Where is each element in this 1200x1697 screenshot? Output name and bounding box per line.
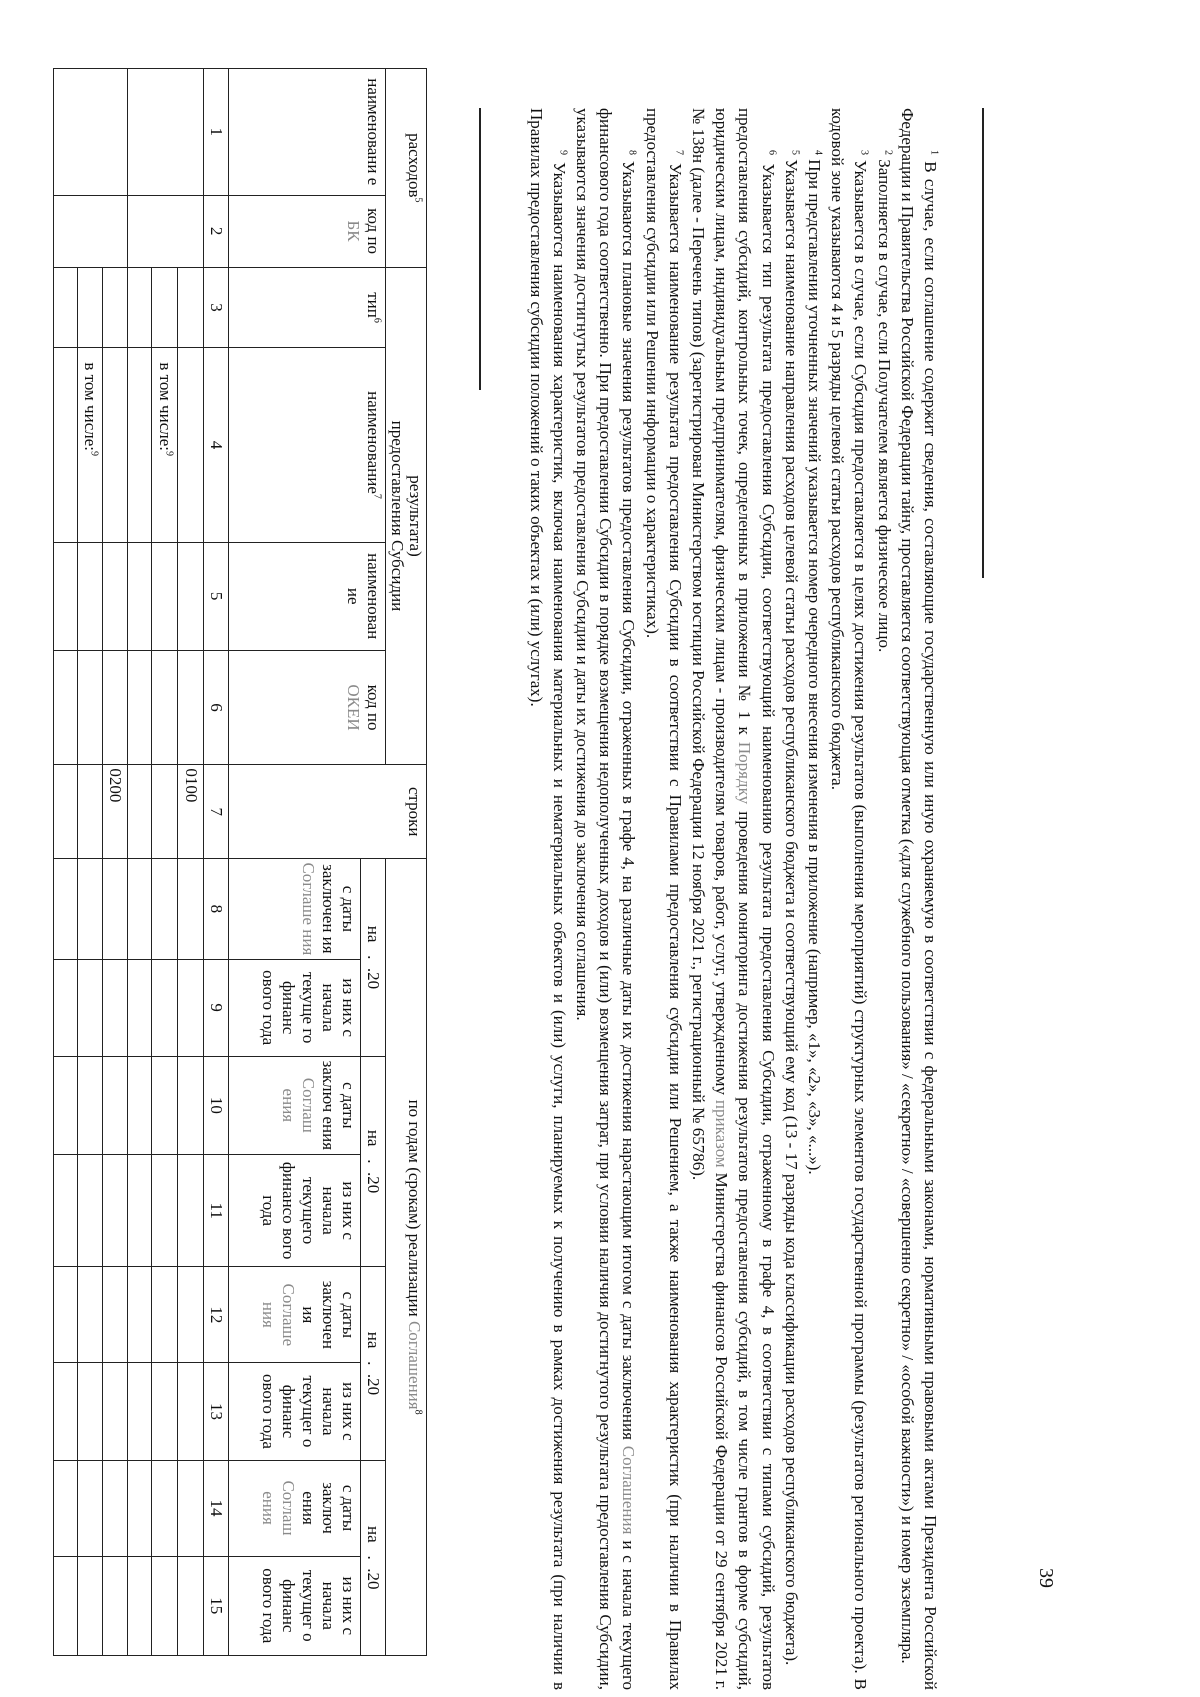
header-col14: с даты заключ ения Соглаш ения [229,1460,361,1556]
table-cell [78,267,103,348]
header-okei-code: код по ОКЕИ [229,650,386,765]
table-cell [103,542,128,650]
agreement-link[interactable]: Соглашения [619,1445,639,1535]
col-number: 11 [204,1154,229,1266]
col-number: 8 [204,859,229,959]
col-number: 9 [204,959,229,1056]
table-cell [178,542,204,650]
header-col13: из них с начала текущег о финанс ового года [229,1363,361,1460]
footnote-4: $^4$ При представлении уточненных значений указывается номер очередного внесения изменения в приложение (например, «1», «2», «3», «...»). [804,150,824,1175]
table-cell [103,348,128,542]
row-code-0200: 0200 [103,765,128,859]
header-type: тип$^6$ [229,267,386,348]
header-periods: по годам (срокам) реализации Соглашения$^8$ [386,859,427,1656]
footnote-3: $^3$ Указывается в случае, если Субсидия предоставляется в целях достижения результатов (выполнения мероприятий) структурных элементов государственной программы (результатов регионального проекта). В кодовой зоне указываются 4 и 5 разряды целевой статьи расходов республиканского бюджета. [828,108,871,1691]
table-cell [54,69,128,196]
footnote-6: $^6$ Указывается тип результата предоставления Субсидии, соответствующий наименованию результата предоставления Субсидии, отраженному в графе 4, в соответствии с типами субсидий, результатов предоставления субсидий, контрольных точек, определенных в приложении № 1 к Порядку проведения мониторинга достижения результатов предоставления субсидий, в том числе грантов в форме субсидий, юридическим лицам, индивидуальным предпринимателям, физическим лицам - производителям товаров, работ, услуг, утвержденному приказом Министерства финансов Российской Федерации от 29 сентября 2021 г. № 138н (далее - Перечень типов) (зарегистрирован Министерством юстиции Российской Федерации 12 ноября 2021 г., регистрационный № 65786). [688,108,778,1690]
footnotes [524,108,942,1690]
period-2: на . .20 [361,1056,386,1267]
header-col15: из них с начала текущег о финанс ового года [229,1556,361,1655]
header-col10: с даты заключ ения Соглаш ения [229,1056,361,1154]
col-number: 15 [204,1556,229,1655]
table-cell [178,650,204,765]
table-cell [152,267,178,348]
results-table-grid [53,68,427,1656]
table-cell [128,195,204,267]
col-number: 5 [204,542,229,650]
footnote-2: $^2$ Заполняется в случае, если Получателем является физическое лицо. [874,150,894,653]
table-cell [178,267,204,348]
header-col9: из них с начала текуще го финанс ового года [229,959,361,1056]
col-number: 7 [204,765,229,859]
header-expense-name: наименовани е [229,69,386,196]
footnote-9: $^9$ Указываются наименования характеристик, включая наименования материальных и нематериальных объектов и (или) услуги, планируемых к получению в рамках достижения результата (при наличии в Правилах предоставления субсидии положений о таких объектах и (или) услугах). [526,108,569,1690]
header-bk-code: код по БК [229,195,386,267]
header-col12: с даты заключен ия Соглаше ния [229,1267,361,1363]
table-cell [103,650,128,765]
col-number: 6 [204,650,229,765]
col-number: 4 [204,348,229,542]
col-number: 10 [204,1056,229,1154]
period-3: на . .20 [361,1267,386,1460]
table-cell [54,195,128,267]
col-number: 3 [204,267,229,348]
col-number: 13 [204,1363,229,1460]
col-number: 12 [204,1267,229,1363]
page-number: 39 [1035,1568,1057,1588]
footnote-1: $^1$ В случае, если соглашение содержит сведения, составляющие государственную или иную охраняемую в соответствии с федеральными законами, нормативными правовыми актами Президента Российской Федерации и Правительства Российской Федерации тайну, проставляется соответствующая отметка («для служебного пользования» / «секретно» / «совершенно секретно» / «особой важности») и номер экземпляра. [897,108,940,1691]
prikaz-link[interactable]: приказом [712,1099,732,1168]
order-link[interactable]: Порядку [735,741,755,805]
table-cell [103,267,128,348]
header-col8: с даты заключен ия Соглаше ния [229,859,361,959]
including-label: в том числе:$^9$ [152,348,178,542]
table-cell [128,69,204,196]
col-number: 2 [204,195,229,267]
table-cell [178,348,204,542]
header-unit-name: наименован ие [229,542,386,650]
period-4: на . .20 [361,1460,386,1656]
agreement-link[interactable]: Соглашения [405,1320,424,1410]
col-number: 1 [204,69,229,196]
header-col11: из них с начала текущего финансо вого года [229,1154,361,1266]
col-number: 14 [204,1460,229,1556]
header-expenses: расходов$^5$ [386,69,427,268]
footnote-7: $^7$ Указывается наименование результата предоставления Субсидии в соответствии с Правилами предоставления субсидии или Решением, а также наименования характеристик (при наличии в Правилах предоставления субсидии или Решении информации о характеристиках). [642,108,685,1690]
header-result: результата) предоставления Субсидии [386,267,427,765]
bottom-rule [982,108,984,578]
results-table [53,68,427,1656]
row-code-0100: 0100 [178,765,204,859]
footnote-8: $^8$ Указываются плановые значения результатов предоставления Субсидии, отраженных в графе 4, на различные даты их достижения нарастающим итогом с даты заключения Соглашения и с начала текущего финансового года соответственно. При предоставлении Субсидии в порядке возмещения недополученных доходов и (или) возмещения затрат, при условии наличия достигнутого результата предоставления Субсидии, указываются значения достигнутых результатов предоставления Субсидии и даты их достижения до заключения соглашения. [572,108,639,1691]
period-1: на . .20 [361,859,386,1057]
footnote-5: $^5$ Указывается наименование направления расходов целевой статьи расходов республиканского бюджета и соответствующий ему код (13 - 17 разряды кода классификации расходов республиканского бюджета). [781,150,801,1666]
header-row-code: строки [229,765,427,859]
footnote-separator [479,108,481,390]
header-result-name: наименование$^7$ [229,348,386,542]
including-label: в том числе:$^9$ [78,348,103,542]
